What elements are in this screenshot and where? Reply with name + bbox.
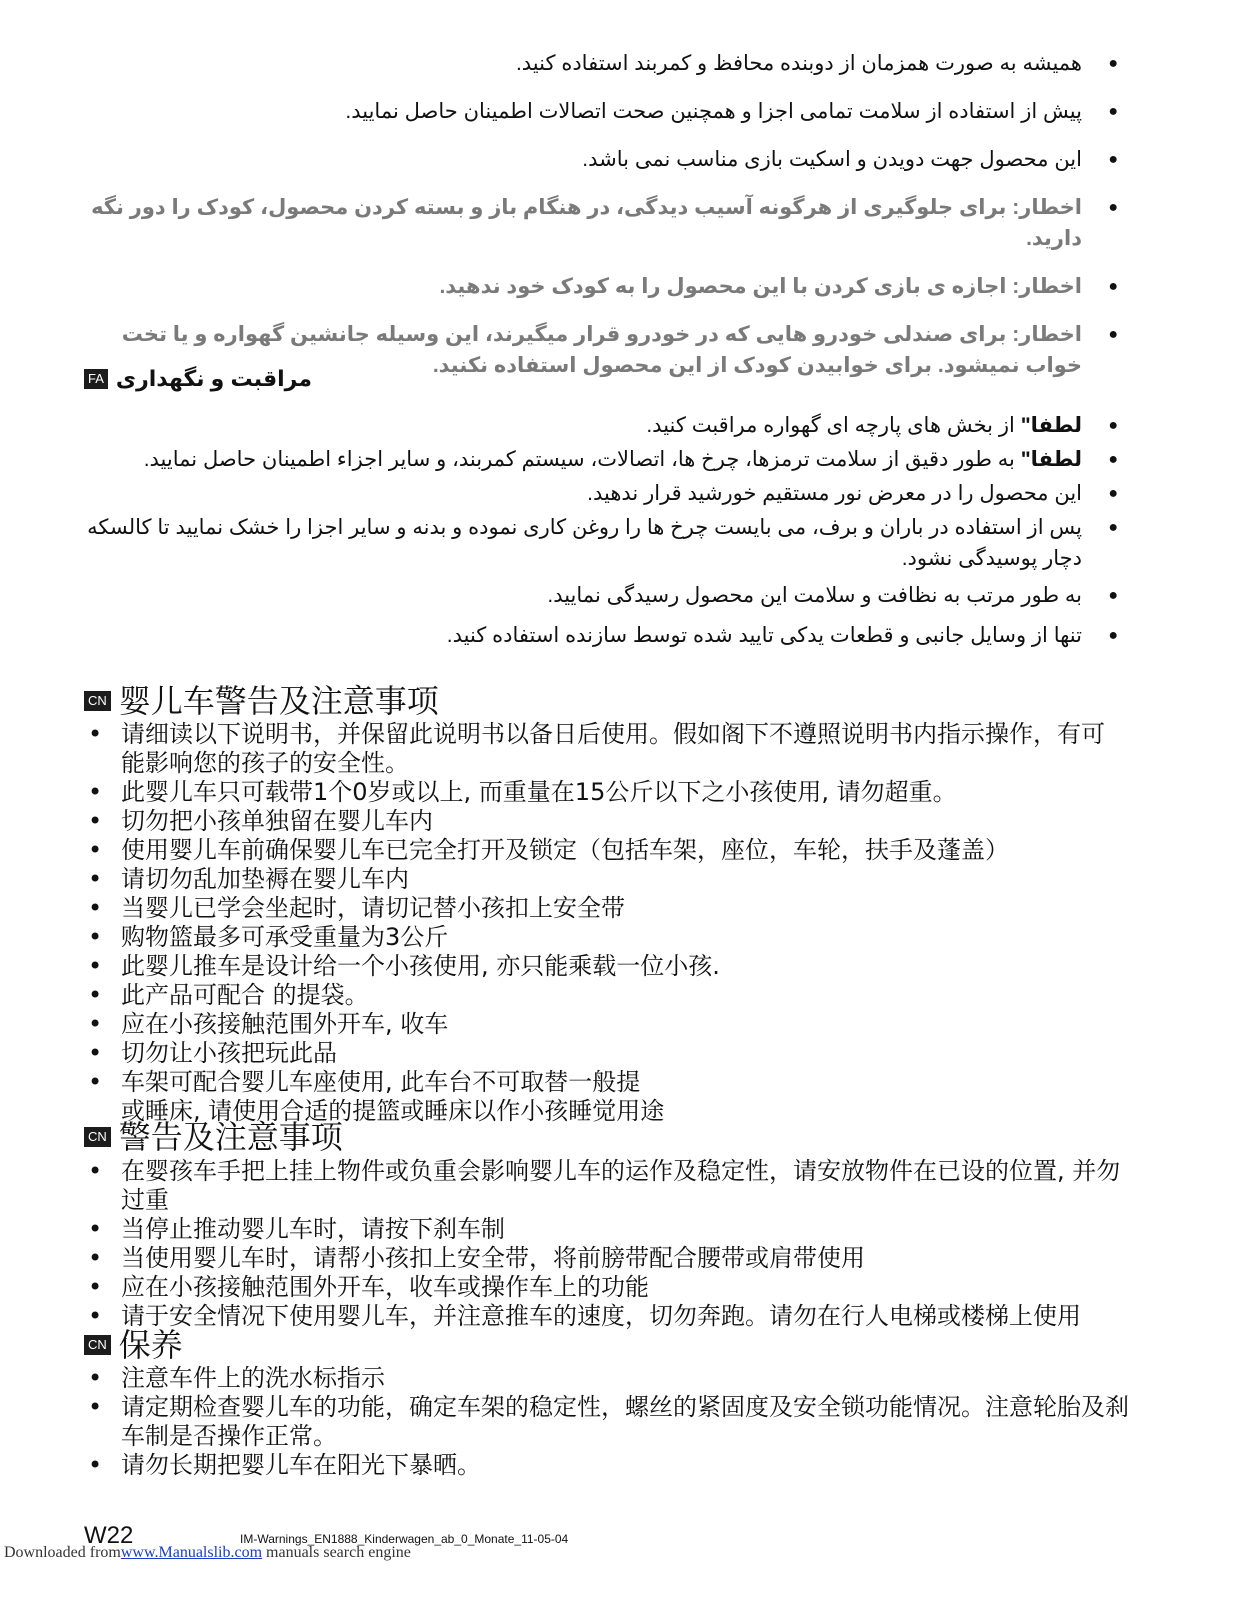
fa-care-item <box>80 444 1130 475</box>
fa-warning-item: ● اخطار: اجازه ی بازی کردن با این محصول را به کودک خود ندهید. <box>80 271 1130 302</box>
page-number: W22 <box>84 1522 134 1549</box>
cn-section-heading-maintenance <box>84 1326 183 1364</box>
list-item: • 购物篮最多可承受重量为3公斤 <box>84 923 1124 952</box>
fa-care-item-text: از بخش های پارچه ای گهواره مراقبت کنید. <box>646 414 1021 437</box>
cn-maintenance-list <box>84 1364 1144 1480</box>
fa-care-item <box>80 620 1130 651</box>
list-item: • 此产品可配合 的提袋。 <box>84 981 1124 1010</box>
fa-warning-item: ● این محصول جهت دویدن و اسکیت بازی مناسب نمی باشد. <box>80 144 1130 175</box>
fa-warning-item: ● اخطار: برای صندلی خودرو هایی که در خودرو قرار میگیرند، این وسیله جانشین گهواره و یا تخت خواب نمیشود. برای خوابیدن کودک از این محصول استفاده نکنید. <box>80 319 1130 381</box>
list-item: • 应在小孩接触范围外开车, 收车 <box>84 1010 1124 1039</box>
fa-warning-item: ● اخطار: برای جلوگیری از هرگونه آسیب دیدگی، در هنگام باز و بسته کردن محصول، کودک را دور نگه دارید. <box>80 192 1130 254</box>
list-item: • 请于安全情况下使用婴儿车，并注意推车的速度，切勿奔跑。请勿在行人电梯或楼梯上使用 <box>84 1302 1144 1331</box>
list-item: • 注意车件上的洗水标指示 <box>84 1364 1144 1393</box>
fa-care-item <box>80 410 1130 441</box>
fa-warning-item: ● همیشه به صورت همزمان از دوبنده محافظ و کمربند استفاده کنید. <box>80 48 1130 79</box>
manualslib-link[interactable]: www.Manualslib.com <box>120 1544 263 1561</box>
cn-stroller-warnings-list <box>84 720 1124 1126</box>
cn-section-title: 警告及注意事项 <box>118 1118 343 1156</box>
language-tag-cn: CN <box>84 1335 111 1355</box>
list-item: • 请勿长期把婴儿车在阳光下暴晒。 <box>84 1451 1144 1480</box>
fa-care-item-text: این محصول را در معرض نور مستقیم خورشید قرار ندهید. <box>587 482 1082 505</box>
language-tag-cn: CN <box>84 1127 111 1147</box>
fa-care-heading <box>84 362 344 396</box>
fa-care-item <box>80 580 1130 611</box>
list-item: • 车架可配合婴儿车座使用, 此车台不可取替一般提 或睡床, 请使用合适的提篮或睡床以作小孩睡觉用途 <box>84 1068 1124 1126</box>
list-item: • 当使用婴儿车时，请帮小孩扣上安全带，将前膀带配合腰带或肩带使用 <box>84 1244 1144 1273</box>
fa-care-item-text: به طور مرتب به نظافت و سلامت این محصول رسیدگی نمایید. <box>547 584 1082 607</box>
fa-care-title: مراقبت و نگهداری <box>115 366 312 391</box>
download-note <box>4 1544 411 1562</box>
cn-section-heading-warnings <box>84 1118 343 1156</box>
list-item: • 当停止推动婴儿车时，请按下刹车制 <box>84 1215 1144 1244</box>
list-item: • 在婴孩车手把上挂上物件或负重会影响婴儿车的运作及稳定性，请安放物件在已设的位置, 并勿过重 <box>84 1157 1144 1215</box>
download-prefix: Downloaded from <box>4 1544 121 1561</box>
document-id: IM-Warnings_EN1888_Kinderwagen_ab_0_Monate_11-05-04 <box>240 1532 569 1546</box>
fa-care-item-bold: لطفا" <box>1020 414 1082 437</box>
fa-warnings-list <box>80 48 1130 381</box>
list-item: • 切勿把小孩单独留在婴儿车内 <box>84 807 1124 836</box>
fa-care-item-bold: لطفا" <box>1020 448 1082 471</box>
fa-care-item <box>80 478 1130 509</box>
language-tag-cn: CN <box>84 691 111 711</box>
cn-section-title: 保养 <box>118 1326 183 1364</box>
fa-care-item <box>80 512 1130 574</box>
list-item: • 此婴儿车只可载带1个0岁或以上, 而重量在15公斤以下之小孩使用, 请勿超重。 <box>84 778 1124 807</box>
fa-warning-item: ● پیش از استفاده از سلامت تمامی اجزا و همچنین صحت اتصالات اطمینان حاصل نمایید. <box>80 96 1130 127</box>
list-item: • 请细读以下说明书，并保留此说明书以备日后使用。假如阁下不遵照说明书内指示操作，有可能影响您的孩子的安全性。 <box>84 720 1124 778</box>
download-suffix: manuals search engine <box>262 1544 411 1561</box>
list-item: • 使用婴儿车前确保婴儿车已完全打开及锁定（包括车架，座位，车轮，扶手及蓬盖） <box>84 836 1124 865</box>
list-item: • 请定期检查婴儿车的功能，确定车架的稳定性，螺丝的紧固度及安全锁功能情况。注意轮胎及刹车制是否操作正常。 <box>84 1393 1144 1451</box>
fa-care-item-text: به طور دقیق از سلامت ترمزها، چرخ ها، اتصالات، سیستم کمربند، و سایر اجزاء اطمینان حاصل نمایید. <box>143 448 1021 471</box>
fa-care-list <box>80 410 1130 651</box>
list-item: • 切勿让小孩把玩此品 <box>84 1039 1124 1068</box>
list-item: • 应在小孩接触范围外开车，收车或操作车上的功能 <box>84 1273 1144 1302</box>
cn-warnings-list <box>84 1157 1144 1331</box>
fa-care-item-text: تنها از وسایل جانبی و قطعات یدکی تایید شده توسط سازنده استفاده کنید. <box>446 624 1082 647</box>
fa-care-item-text: پس از استفاده در باران و برف، می بایست چرخ ها را روغن کاری نموده و بدنه و سایر اجزا را خشک نمایید تا کالسکه دچار پوسیدگی نشود. <box>87 516 1082 570</box>
cn-section-title: 婴儿车警告及注意事项 <box>118 682 439 720</box>
cn-section-heading-stroller-warnings <box>84 682 439 720</box>
list-item: • 请切勿乱加垫褥在婴儿车内 <box>84 865 1124 894</box>
language-tag-fa: FA <box>84 369 108 389</box>
list-item: • 此婴儿推车是设计给一个小孩使用, 亦只能乘载一位小孩. <box>84 952 1124 981</box>
list-item: • 当婴儿已学会坐起时，请切记替小孩扣上安全带 <box>84 894 1124 923</box>
